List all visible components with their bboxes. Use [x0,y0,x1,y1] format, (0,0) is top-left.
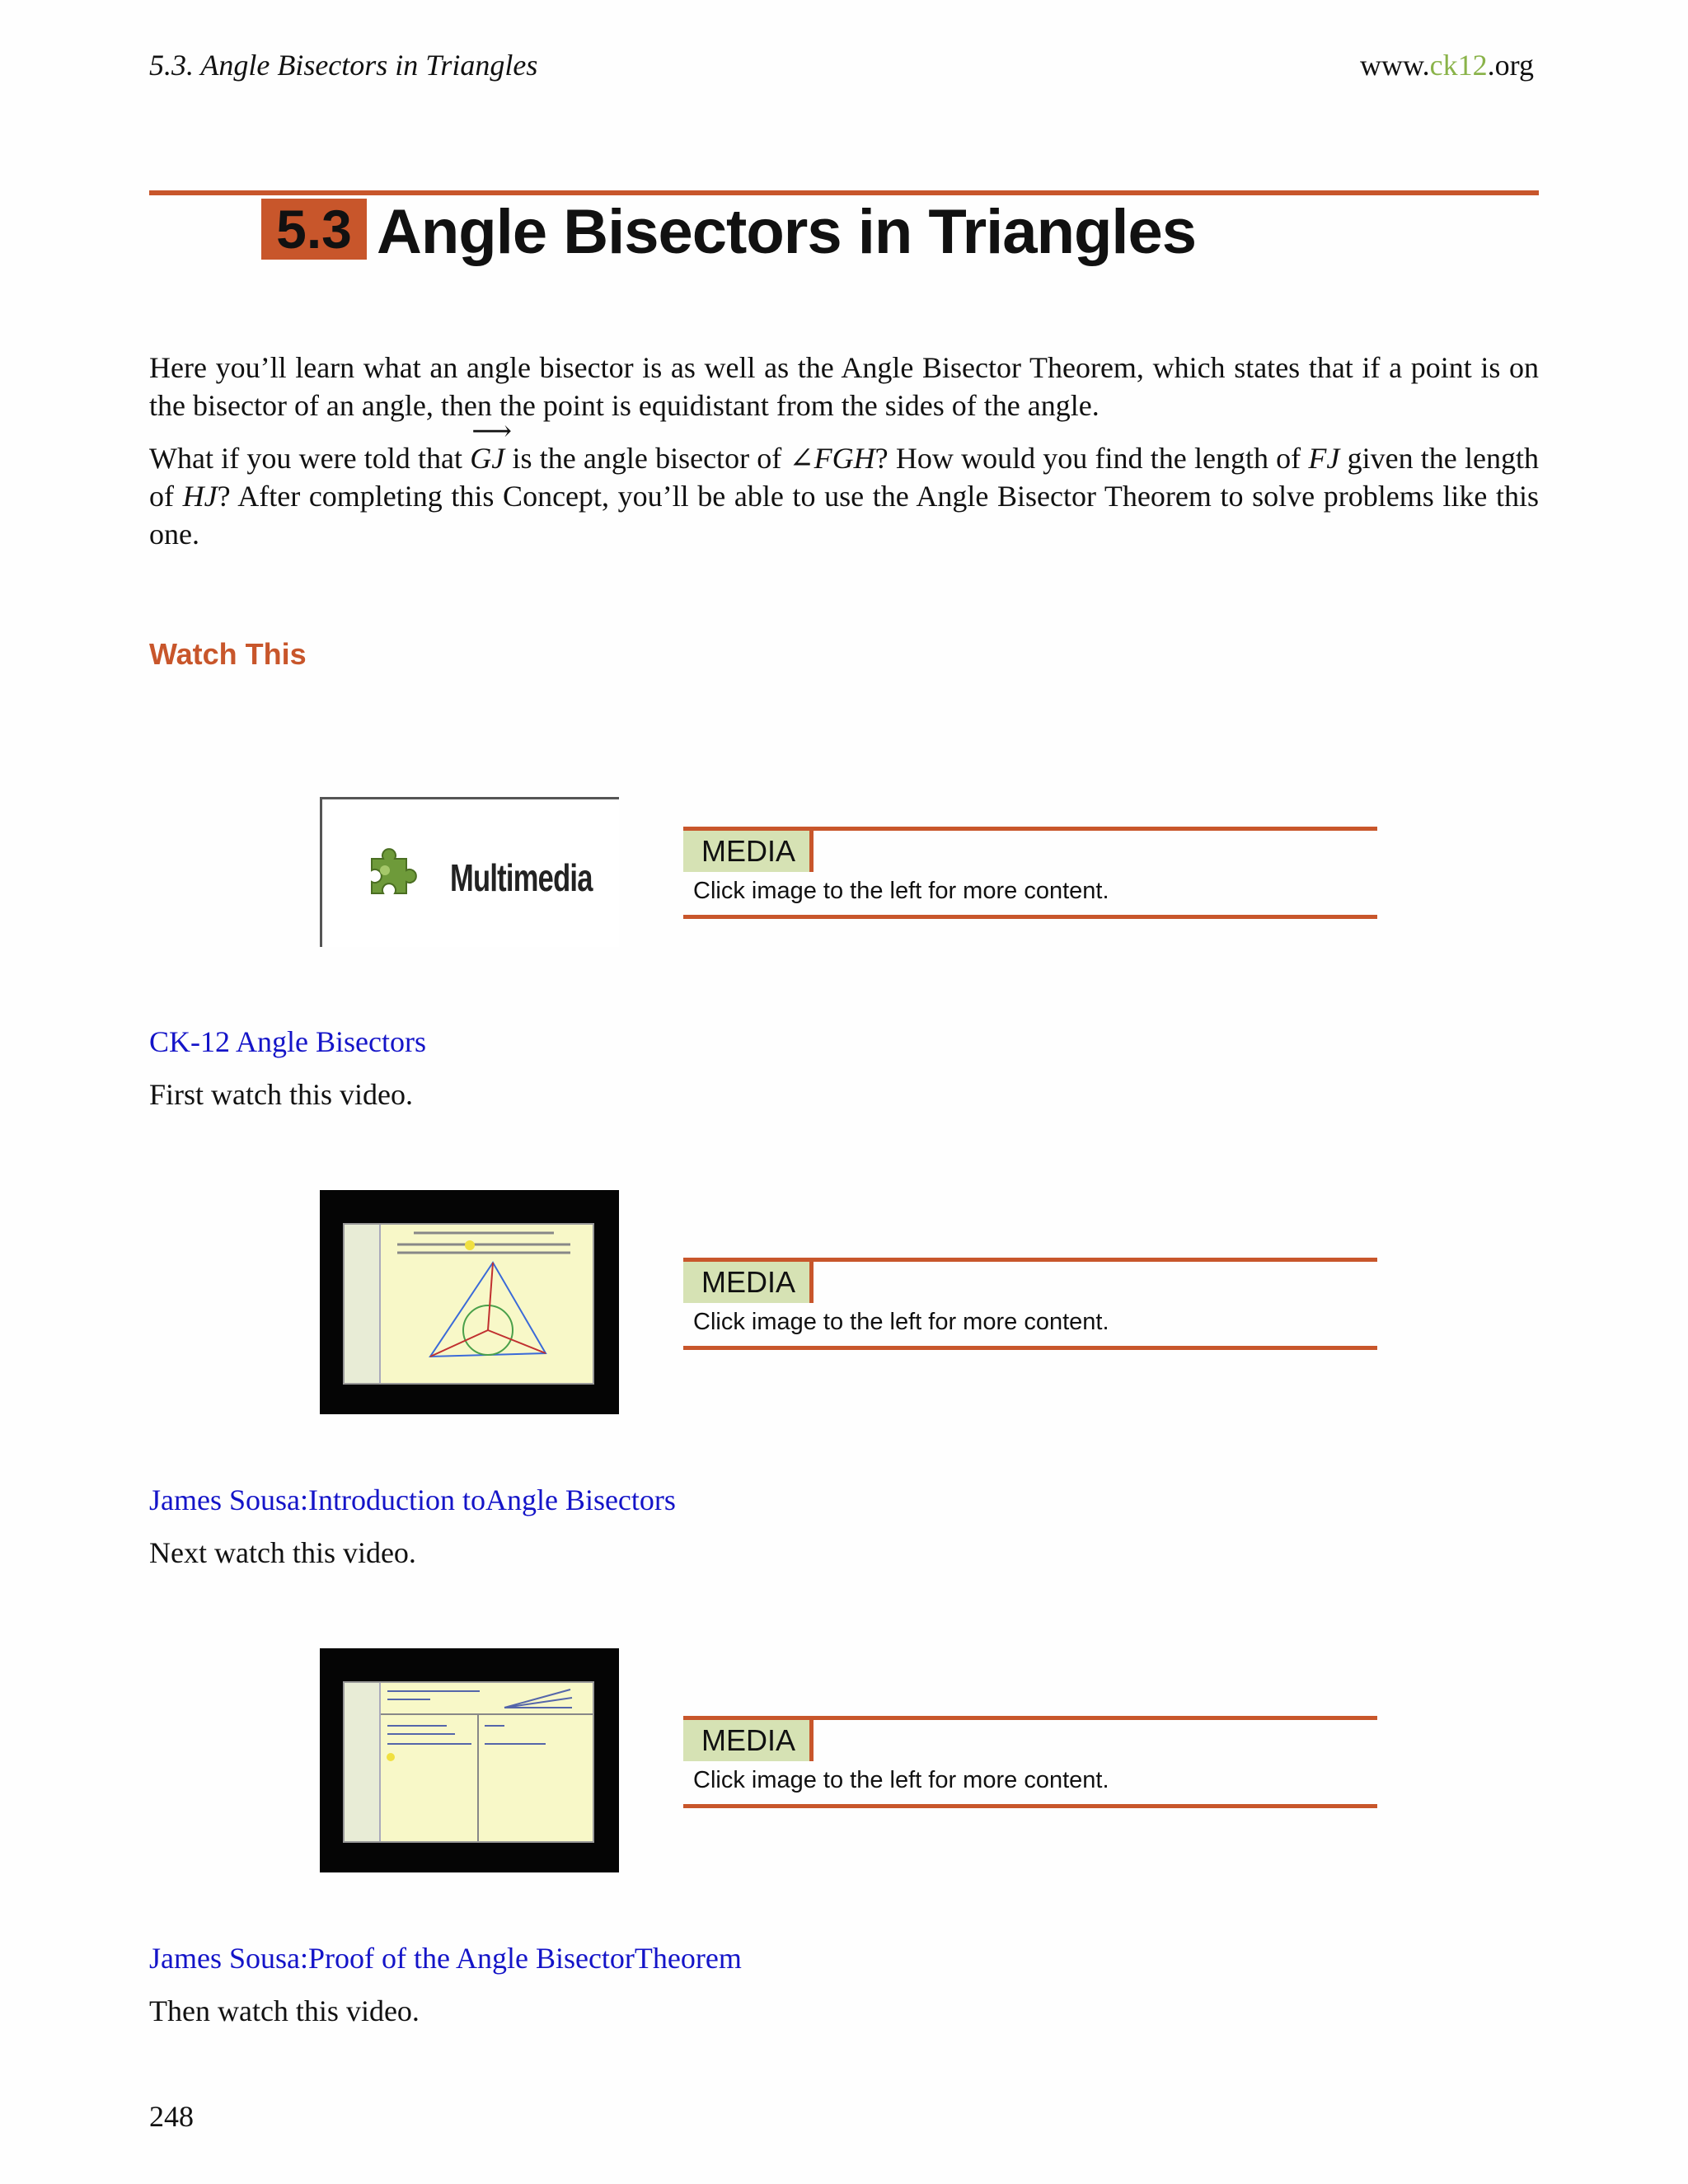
ray-label: GJ [470,442,505,475]
media-box-1 [683,827,1377,919]
video-screen [343,1681,594,1843]
site-url[interactable] [1360,48,1534,82]
media-caption: Click image to the left for more content. [693,878,1109,904]
intro-paragraph: Here you’ll learn what an angle bisector is as well as the Angle Bisector Theorem, which states that if a point is on the bisector of an angle, then the point is equidistant from the sides of the angle. [149,351,1539,422]
segment-hj: HJ [182,480,218,513]
media-box-2 [683,1258,1377,1350]
ray-arrow-icon: ⟶ [471,416,512,447]
watch-this-heading: Watch This [149,637,307,671]
multimedia-thumbnail[interactable] [320,797,619,947]
video-thumbnail-1[interactable] [320,1190,619,1414]
text-run: is the angle bisector of [504,442,790,475]
video-note: First watch this video. [149,1078,413,1111]
text-run: ? How would you find the length of [874,442,1309,475]
video-link-ck12-angle-bisectors[interactable]: CK-12 Angle Bisectors [149,1025,426,1058]
section-title: Angle Bisectors in Triangles [377,197,1197,267]
video-link-sousa-proof[interactable]: James Sousa:Proof of the Angle BisectorTheorem [149,1942,742,1975]
proof-table-icon [381,1683,593,1841]
text-run: What if you were told that [149,442,471,475]
site-prefix: www. [1360,49,1430,82]
site-suffix: .org [1487,49,1534,82]
video-screen [343,1223,594,1385]
media-caption: Click image to the left for more content. [693,1309,1109,1335]
angle-fgh: ∠FGH [789,442,875,475]
video-sidebar [345,1683,381,1841]
video-note: Next watch this video. [149,1536,416,1569]
running-header-section: 5.3. Angle Bisectors in Triangles [149,49,538,82]
puzzle-icon [360,842,423,905]
media-tag: MEDIA [683,831,814,872]
video-note: Then watch this video. [149,1994,420,2027]
media-caption: Click image to the left for more content. [693,1767,1109,1793]
video-thumbnail-2[interactable] [320,1648,619,1872]
media-bottom-rule [683,1804,1377,1808]
question-paragraph [149,416,1539,553]
media-tag: MEDIA [683,1262,814,1303]
ray-gj [470,416,512,477]
video-sidebar [345,1225,381,1383]
text-run: given the length of [149,442,1539,513]
multimedia-label: Multimedia [450,856,593,899]
site-brand: ck12 [1429,49,1488,82]
page-number: 248 [149,2100,194,2133]
video-link-sousa-intro[interactable]: James Sousa:Introduction toAngle Bisectors [149,1483,676,1516]
section-number: 5.3 [261,199,367,260]
text-run: ? After completing this Concept, you’ll be able to use the Angle Bisector Theorem to solve problems like this one. [149,480,1539,551]
triangle-diagram-icon [381,1225,593,1383]
media-bottom-rule [683,915,1377,919]
segment-fj: FJ [1308,442,1340,475]
media-box-3 [683,1716,1377,1808]
media-bottom-rule [683,1346,1377,1350]
media-tag: MEDIA [683,1720,814,1761]
